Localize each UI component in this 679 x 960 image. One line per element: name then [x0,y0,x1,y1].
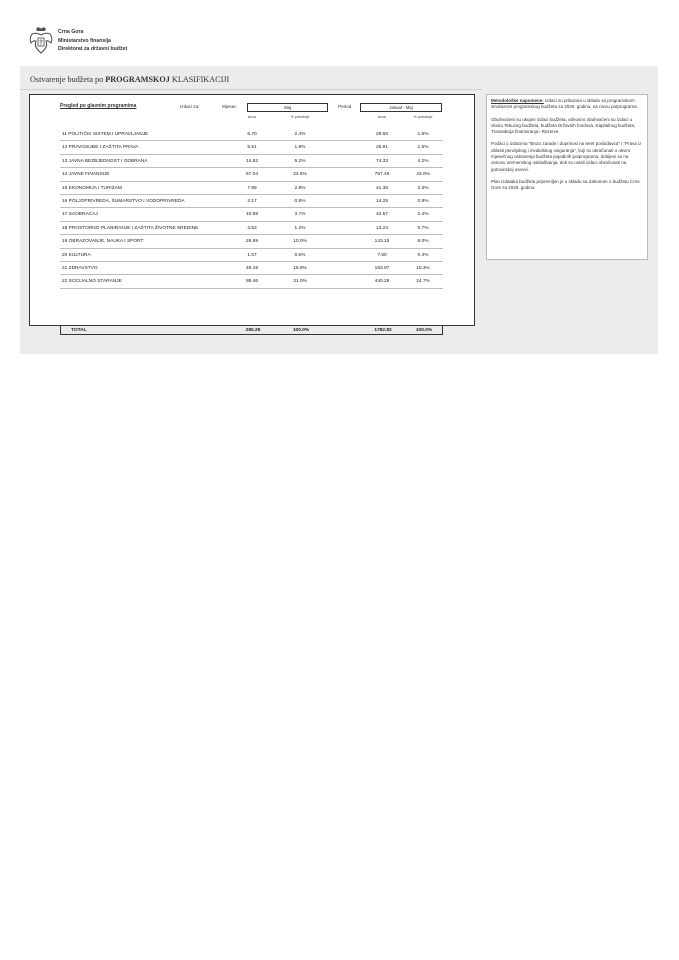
month-amount: 6.70 [247,132,257,137]
header-line-directorate: Direktorat za državni budžet [58,46,128,53]
period-share: 43.0% [416,172,430,178]
program-rows [60,128,443,289]
table-row [60,249,443,262]
month-label: Mjesec [222,104,237,109]
table-row [60,155,443,168]
table-row [60,235,443,248]
program-name: 11 POLITIČKI SISTEM I UPRAVLJANJE [62,132,149,137]
notes-paragraph-1 [491,98,643,111]
period-share: 0.7% [417,225,429,231]
table-row [60,208,443,221]
month-amount: 10.69 [245,212,258,218]
report-panel [20,66,658,354]
program-name: 21 ZDRAVSTVO [62,265,98,271]
table-row [60,275,443,288]
period-share: 4.2% [417,158,429,164]
total-period-amount: 1782.82 [374,327,392,333]
period-amount: 767.49 [374,172,390,178]
total-row [60,325,443,335]
program-name: 12 PRAVOSUĐE I ZAŠTITA PRAVA [62,145,139,151]
month-share: 2.8% [294,185,306,191]
table-controls [30,95,474,121]
header-line-country: Crna Gora [58,29,84,35]
total-label: TOTAL [71,327,87,333]
period-amount: 41.36 [375,185,388,191]
period-select[interactable]: Januar - Maj [360,103,442,112]
overview-link[interactable]: Pregled po glavnim programima [60,103,137,109]
program-name: 17 SAOBRAĆAJ [62,212,98,218]
month-amount: 7.99 [247,185,257,191]
month-select[interactable]: Maj [247,103,328,112]
period-share: 2.4% [417,212,429,218]
month-share: 5.2% [294,158,306,164]
month-amount: 67.04 [245,172,258,178]
report-title-suffix: KLASIFIKACIJI [169,75,230,84]
month-share: 2.4% [294,132,306,137]
report-title-bold: PROGRAMSKOJ [105,75,170,84]
expense-label: Izdaci za: [180,104,200,109]
period-share: 0.4% [417,252,429,258]
month-amount: 28.59 [245,239,258,245]
period-amount: 74.33 [375,158,388,164]
notes-text-1: Izdaci su prikazani u skladu sa programskom strukturom programskog budžeta za 2025. godinu, na nivou potprograma. [491,98,638,110]
report-title [30,75,229,84]
period-amount: 14.25 [375,198,388,204]
title-divider [20,89,482,90]
period-label: Period [338,104,352,109]
period-amount: 28.65 [375,132,388,137]
month-share: 10.0% [293,239,307,245]
notes-heading: Metodološke napomene: [491,98,544,103]
month-share: 16.9% [293,265,307,271]
col-month-share: % potrošnje [290,115,310,119]
col-period-amount: iznos [377,115,387,119]
period-amount: 183.97 [374,265,390,271]
total-month-amount: 285.25 [245,327,261,333]
period-share: 1.6% [417,132,429,137]
program-name: 16 POLJOPRIVREDA, ŠUMARSTVO I VODOPRIVREDA [62,198,185,204]
period-share: 24.7% [416,279,430,285]
period-amount: 42.57 [375,212,388,218]
budget-table [29,94,475,333]
month-amount: 14.82 [245,158,258,164]
month-share: 0.8% [294,198,306,204]
month-share: 0.5% [294,252,306,258]
header-line-ministry: Ministarstvo finansija [58,37,112,44]
period-share: 1.5% [417,145,429,151]
col-month-amount: iznos [247,115,257,119]
table-row [60,168,443,181]
period-amount: 13.24 [375,225,388,231]
program-name: 15 EKONOMIJA I TURIZAM [62,185,122,191]
month-amount: 88.46 [245,279,258,285]
institution-name [58,28,258,54]
month-amount: 48.19 [245,265,258,271]
program-name: 19 OBRAZOVANJE, NAUKA I SPORT [62,239,144,245]
table-row [60,128,443,141]
program-name: 20 KULTURA [62,252,91,258]
period-share: 10.3% [416,265,430,271]
period-amount: 25.91 [375,145,388,151]
month-amount: 5.51 [247,145,257,151]
month-amount: 1.57 [247,252,257,258]
coat-of-arms-icon [28,26,54,56]
period-share: 0.8% [417,198,429,204]
table-row [60,262,443,275]
period-share: 2.3% [417,185,429,191]
program-name: 18 PROSTORNO PLANIRANJE I ZAŠTITA ŽIVOTNE SREDINE [62,225,199,231]
program-name: 22 SOCIJALNO STARANJE [62,279,122,285]
period-amount: 440.29 [374,279,390,285]
period-share: 8.0% [417,239,429,245]
notes-paragraph-4: Plan izdataka budžeta pripremljen je u skladu sa Zakonom o budžetu Crne Gore za 2025. godinu. [491,178,640,191]
col-period-share: % potrošnje [413,115,433,119]
report-title-prefix: Ostvarenje budžeta po [30,75,106,84]
table-row [60,222,443,235]
program-name: 14 JAVNE FINANSIJE [62,172,110,178]
notes-paragraph-3: Podaci o izdacima "Bruto zarade i doprinosi na teret poslodavca" i "Prava iz oblasti penzijskog i invalidskog osiguranja", koji su obračunati u okviru mjesečnog ostvarenja budžeta pojedinih potprograma, dobijeni su na osnovu vremenskog usklađivanja, dok su ostali izdaci obračunati na gotovinskoj osnovi. [491,141,642,172]
month-amount: 3.53 [247,225,257,231]
month-share: 23.5% [293,172,307,178]
month-share: 3.7% [294,212,306,218]
table-row [60,182,443,195]
notes-paragraph-2: Obuhvaćeni su ukupni izdaci budžeta, odnosno obuhvaćeni su izdaci u okviru Tekućeg budžeta, budžeta Državnih fondova, Kapitalnog budžeta, Transakcija finansiranja i Rezerve. [491,116,636,135]
table-row [60,195,443,208]
total-month-share: 100.0% [292,327,310,333]
month-share: 31.0% [293,279,307,285]
total-period-share: 100.0% [415,327,433,333]
period-amount: 7.60 [377,252,387,258]
month-share: 1.9% [294,145,306,151]
period-amount: 143.15 [374,239,390,245]
month-share: 1.2% [294,225,306,231]
methodology-notes [486,94,648,260]
program-name: 13 JAVNA BEZBJEDNOST I ODBRANA [62,158,148,164]
month-amount: 2.17 [247,198,257,204]
table-row [60,141,443,154]
